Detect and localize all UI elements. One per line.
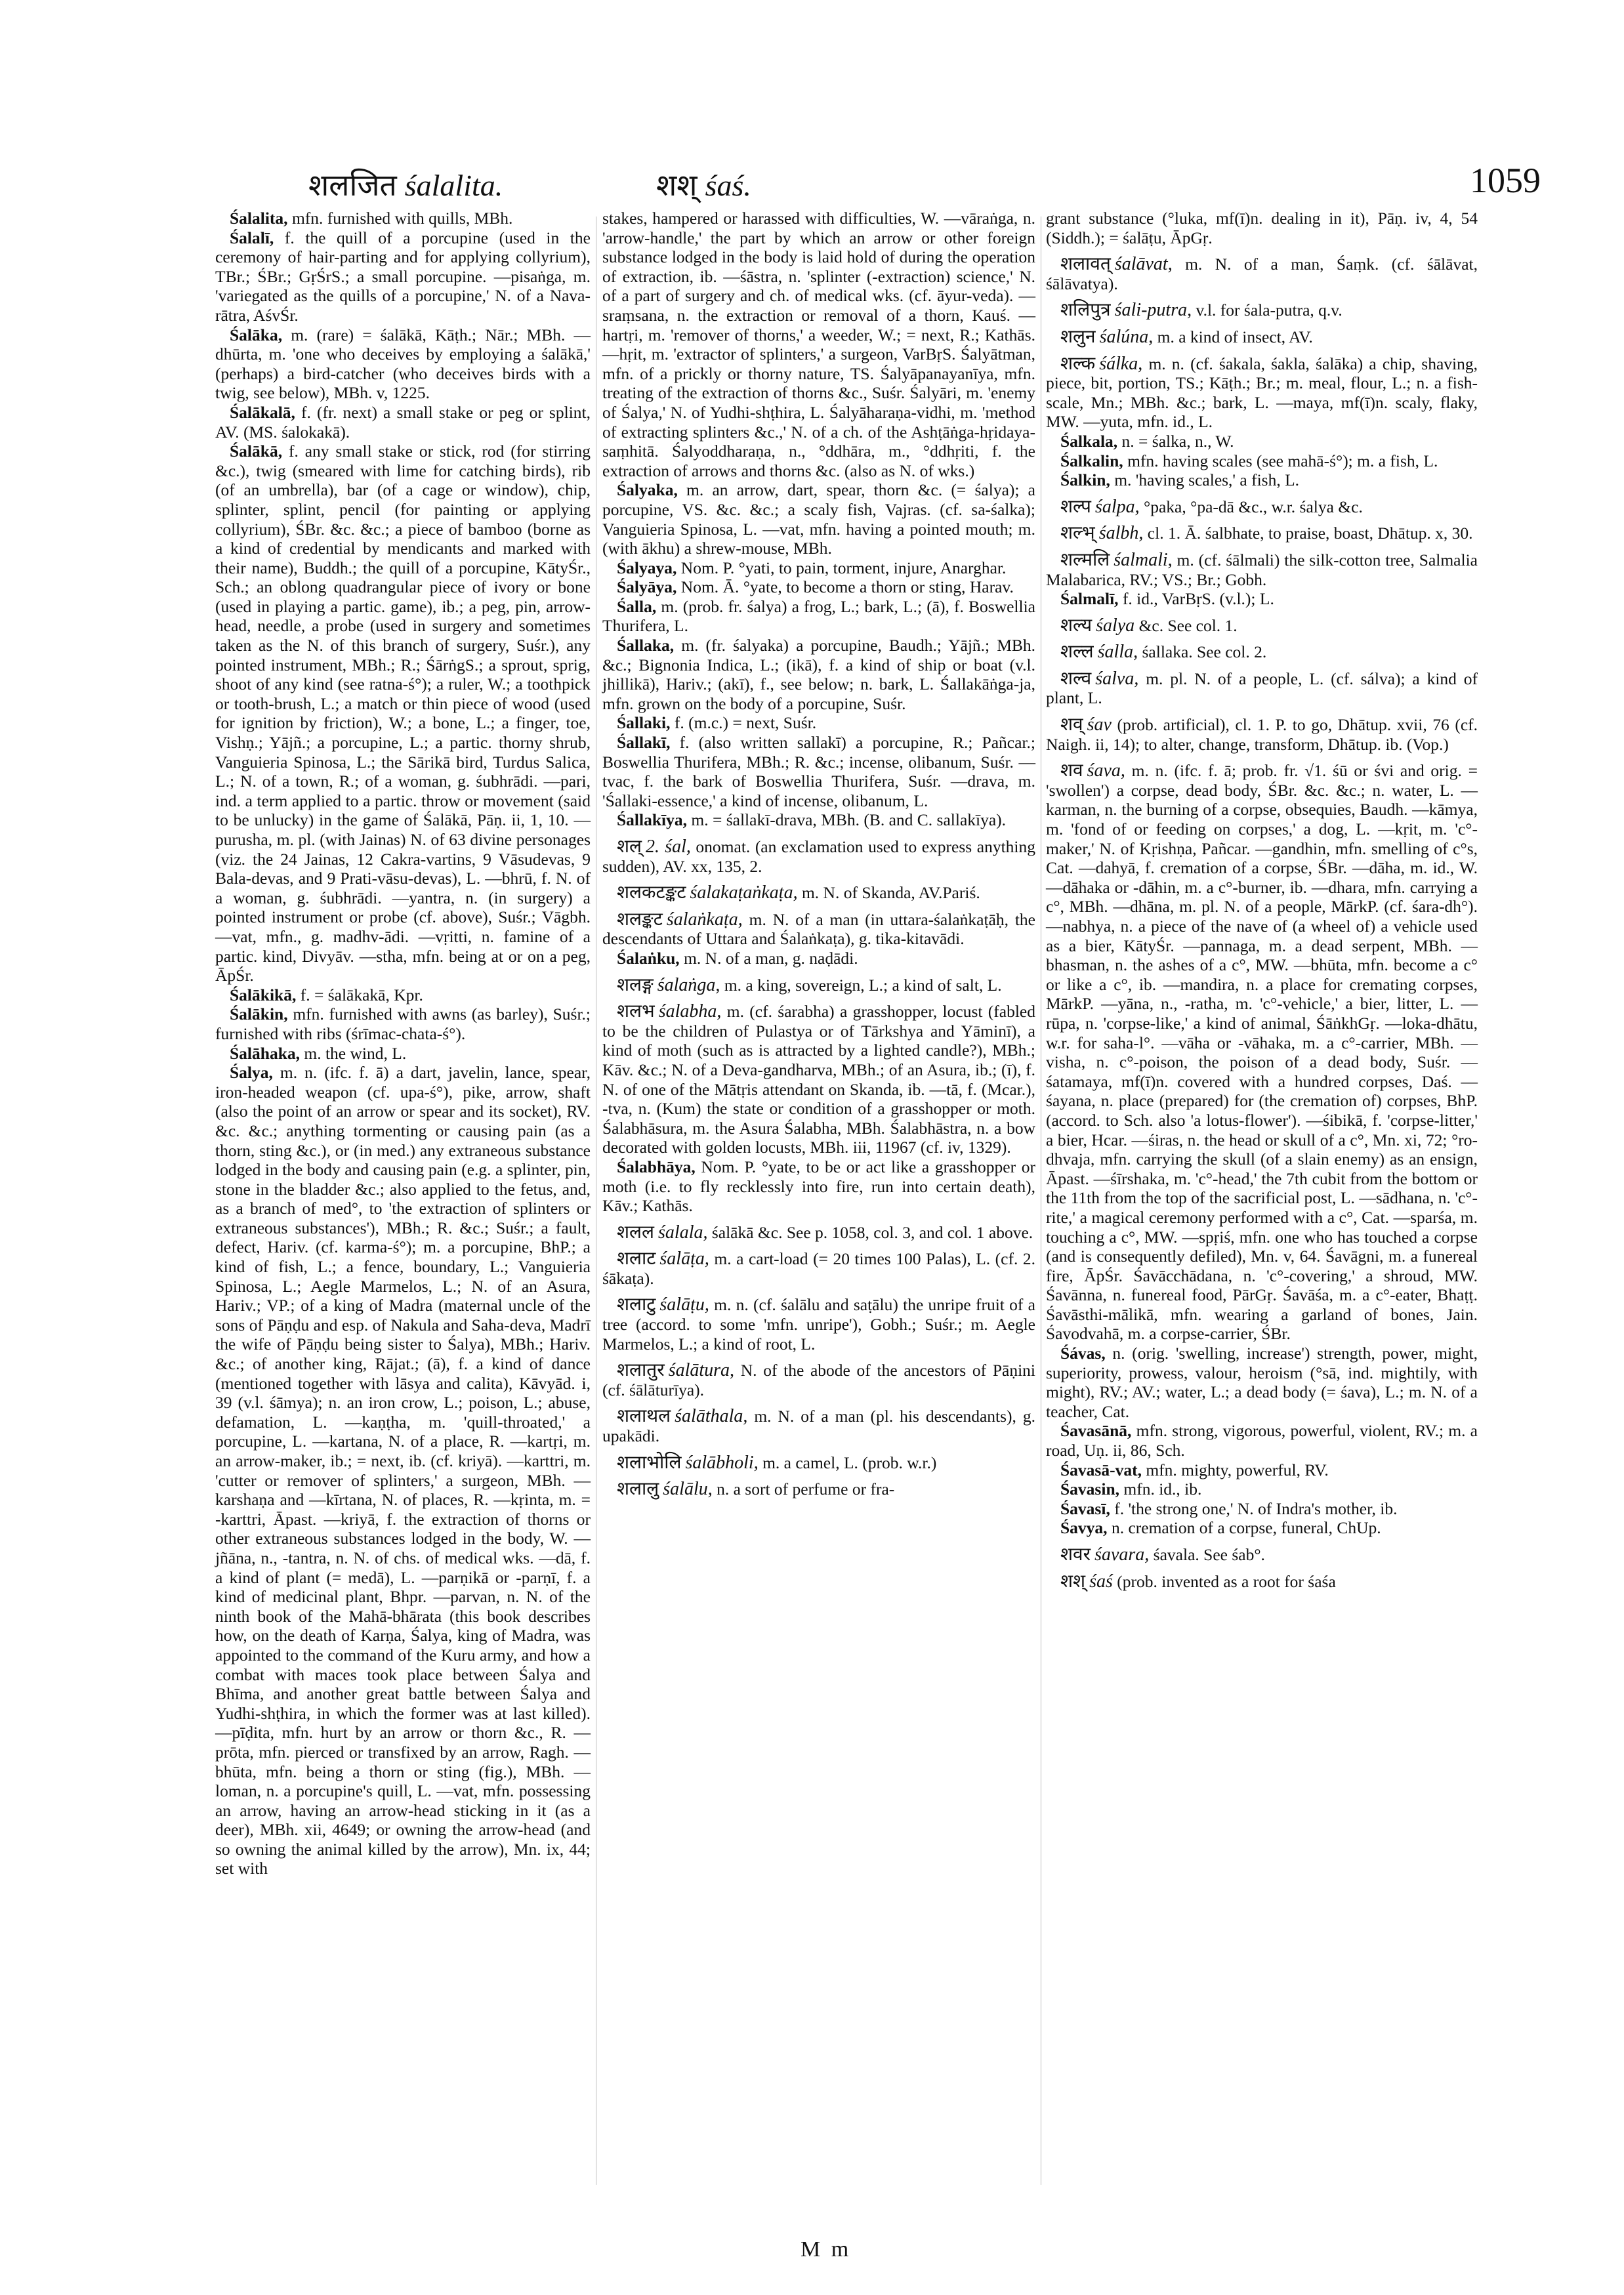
entry-definition: m. (rare) = śalākā, Kāṭh.; Nār.; MBh. —dhūrta, m. 'one who deceives by employing a śalākā,' (perhaps) a bird-catcher (who deceives birds with a twig, see below), MBh. v, 1225. <box>215 325 591 403</box>
entry-headword: Śavasī, <box>1060 1499 1110 1518</box>
entry-headword: Śalāka, <box>230 325 283 344</box>
running-head-left <box>308 164 503 205</box>
dictionary-entry <box>1046 642 1478 662</box>
entry-definition: f. any small stake or stick, rod (for stirring &c.), twig (smeared with lime for catching birds), rib (of an umbrella), bar (of a cage or window), chip, splinter, splint, pencil (for painting or applying collyrium), ŚBr. &c. &c.; a piece of bamboo (borne as a kind of credential by mendicants and marked with their name), Buddh.; the quill of a porcupine, KātyŚr., Sch.; an oblong quadrangular piece of ivory or bone (used in playing a partic. game), ib.; a peg, pin, arrow-head, needle, a probe (used in surgery and sometimes taken as the N. of this branch of surgery, Suśr.), any pointed instrument, MBh.; R.; ŚārṅgS.; a sprout, sprig, shoot of any kind (see ratna-ś°); a ruler, W.; a toothpick or tooth-brush, L.; a match or thin piece of wood (used for ignition by friction), W.; a bone, L.; a finger, toe, Vishṇ.; Yājñ.; a porcupine, L.; a partic. thorny shrub, Vanguieria Spinosa, L.; the Sārikā bird, Turdus Salica, L.; N. of a town, R.; of a woman, g. śubhrādi. —pari, ind. a term applied to a partic. throw or movement (said to be unlucky) in the game of Śalākā, Pāṇ. ii, 1, 10. —purusha, m. pl. (with Jainas) N. of 63 divine personages (viz. the 24 Jainas, 12 Cakra-vartins, 9 Vāsudevas, 9 Bala-devas, and 9 Prati-vāsu-devas), L. —bhrū, f. N. of a woman, g. śubhrādi. —yantra, n. (in surgery) a pointed instrument or probe (cf. above), Suśr.; Vāgbh. —vat, mfn., g. madhv-ādi. —vṛitti, n. famine of a partic. kind, Divyāv. —stha, mfn. being at or on a peg, ĀpŚr. <box>215 442 591 985</box>
entry-headword: Śalalī, <box>230 228 274 247</box>
entry-headword: Śalla, <box>617 596 657 616</box>
dictionary-entry <box>1046 1344 1478 1421</box>
entry-definition: m. (fr. śalyaka) a porcupine, Baudh.; Yājñ.; MBh. &c.; Bignonia Indica, L.; (ikā), f. a kind of ship or boat (v.l. jhillikā), Hariv.; (akī), f., see below; n. bark, L. Śallakāṅga-ja, mfn. grown on the body of a porcupine, Suśr. <box>602 636 1035 713</box>
entry-headword: Śávas, <box>1060 1344 1106 1363</box>
entry-devanagari-headword: शलातुर <box>617 1359 665 1381</box>
entry-definition: Nom. P. °yate, to be or act like a grasshopper or moth (i.e. to fly recklessly into fire, run into certain death), Kāv.; Kathās. <box>602 1157 1035 1216</box>
entry-definition: v.l. for śala-putra, q.v. <box>1192 300 1343 320</box>
entry-headword: Śavasānā, <box>1060 1421 1132 1441</box>
entry-definition: n. = śalka, n., W. <box>1117 431 1234 451</box>
entry-devanagari-headword: शलालु <box>617 1478 659 1500</box>
dictionary-entry <box>1046 550 1478 589</box>
dictionary-entry <box>1046 1571 1478 1592</box>
entry-headword: śalāṭu, <box>659 1294 709 1315</box>
entry-headword: śalātura, <box>668 1360 735 1381</box>
dictionary-entry <box>215 442 591 985</box>
entry-headword: śalāṭa, <box>659 1249 709 1270</box>
entry-devanagari-headword: शलभ <box>617 1000 655 1022</box>
entry-headword: Śalākā, <box>230 442 283 461</box>
dictionary-entry <box>602 975 1035 995</box>
entry-definition: cl. 1. Ā. śalbhate, to praise, boast, Dhātup. x, 30. <box>1143 524 1473 543</box>
dictionary-entry <box>602 713 1035 733</box>
dictionary-entry <box>602 597 1035 636</box>
entry-definition: m. N. of a man, g. naḍādi. <box>679 948 858 968</box>
dictionary-entry <box>215 1004 591 1043</box>
dictionary-entry <box>1046 354 1478 432</box>
entry-headword: Śavasā-vat, <box>1060 1460 1142 1479</box>
entry-definition: onomat. (an exclamation used to express anything sudden), AV. xx, 135, 2. <box>602 837 1035 876</box>
entry-definition: n. cremation of a corpse, funeral, ChUp. <box>1107 1518 1381 1538</box>
dictionary-entry <box>1046 327 1478 347</box>
entry-definition: N. of the abode of the ancestors of Pāṇini (cf. śālāturīya). <box>602 1361 1035 1399</box>
dictionary-entry <box>602 882 1035 903</box>
dictionary-entry <box>215 228 591 325</box>
entry-definition: m. (cf. śarabha) a grasshopper, locust (fabled to be the children of Pulastya or of Tārkshya and Yāminī), a kind of moth (such as is attracted by a lighted candle?), MBh.; Kāv. &c.; N. of a Deva-gandharva, MBh.; of an Asura, ib.; (ī), f. N. of one of the Mātṛis attendant on Skanda, ib. —tā, f. (Mcar.), -tva, n. (Kum) the state or condition of a grasshopper or moth. Śalabhāsura, m. the Asura Śalabha, MBh. Śalabhāstra, n. a bow decorated with golden locusts, MBh. iii, 11967 (cf. iv, 1329). <box>602 1002 1035 1157</box>
entry-headword: Śavasin, <box>1060 1479 1119 1499</box>
entry-headword: Śalkin, <box>1060 470 1110 490</box>
entry-headword: Śallakī, <box>617 733 671 753</box>
entry-headword: śavara, <box>1094 1544 1150 1565</box>
entry-headword: śali-putra, <box>1114 300 1192 321</box>
entry-headword: Śalkala, <box>1060 431 1118 451</box>
entry-headword: śalmali, <box>1114 549 1173 570</box>
entry-devanagari-headword: शलल <box>617 1220 655 1243</box>
entry-definition: m. n. (cf. śalālu and saṭālu) the unripe fruit of a tree (accord. to some 'mfn. unripe'), Gobh.; Suśr.; m. Aegle Marmelos, L.; a kind of root, L. <box>602 1295 1035 1354</box>
column-1 <box>215 209 591 1878</box>
entry-definition: m. N. of a man (in uttara-śalaṅkaṭāḥ, the descendants of Uttara and Śalaṅkaṭa), g. tika-kitavādi. <box>602 909 1035 949</box>
entry-devanagari-headword: शव् <box>1060 713 1083 735</box>
entry-headword: Śalyaya, <box>617 558 677 577</box>
running-head-center-devanagari: शश् <box>656 169 697 202</box>
entry-definition: °paka, °pa-dā &c., w.r. śalya &c. <box>1139 497 1363 516</box>
entry-definition: m. the wind, L. <box>300 1043 407 1063</box>
dictionary-entry <box>602 480 1035 558</box>
entry-devanagari-headword: शश् <box>1060 1569 1086 1592</box>
dictionary-entry <box>1046 497 1478 517</box>
entry-definition: śavala. See śab°. <box>1149 1545 1265 1564</box>
dictionary-entry <box>1046 300 1478 320</box>
entry-definition: m. a cart-load (= 20 times 100 Palas), L. (cf. 2. śākaṭa). <box>602 1249 1035 1288</box>
dictionary-entry <box>215 1044 591 1064</box>
entry-devanagari-headword: शल्प <box>1060 495 1091 517</box>
entry-headword: śalla, <box>1097 642 1138 663</box>
entry-definition: m. n. (ifc. f. ā; prob. fr. √1. śū or śvi and orig. = 'swollen') a corpse, dead body, ŚBr. &c. &c.; n. water, L. —karman, n. the burning of a corpse, obsequies, Baudh. —kāmya, m. 'fond of or feeding on corpses,' a dog, L. —kṛit, m. 'c°-maker,' N. of Kṛishṇa, Pañcar. —gandhin, mfn. smelling of c°s, Cat. —dahyā, f. cremation of a corpse, ŚBr. —dāha, m. id., W. —dāhaka or -dāhin, m. a c°-burner, ib. —dhara, mfn. carrying a c°, MBh. —dhāna, m. pl. N. of a people, MārkP. (cf. śara-dh°). —nabhya, n. a piece of the nave of (a wheel of) a vehicle used as a bier, KātyŚr. —pannaga, m. a dead serpent, MBh. —bhasman, n. the ashes of a c°, MW. —bhūta, mfn. become a c° or like a c°, ib. —mandira, n. a place for cremating corpses, MārkP. —yāna, n., -ratha, m. 'c°-vehicle,' a bier, litter, L. —rūpa, n. 'corpse-like,' a kind of animal, ŚāṅkhGṛ. —loka-dhātu, w.r. for saha-l°. —vāha or -vāhaka, m. a c°-carrier, MBh. —visha, n. c°-poison, the poison of a dead body, Suśr. —śatamaya, mf(ī)n. covered with a hundred corpses, Daś. —śayana, n. place (prepared) for (the cremation of) corpses, BhP. (accord. to Sch. also 'a lotus-flower'). —śibikā, f. 'corpse-litter,' a bier, Hcar. —śiras, n. the head or skull of a c°, Mn. xi, 72; °ro-dhvaja, mfn. carrying the skull (of a slain enemy) as an ensign, Āpast. —śīrshaka, m. 'c°-head,' the 7th cubit from the bottom or the 11th from the top of the sacrificial post, L. —sādhana, n. 'c°-rite,' a magical ceremony performed with a c°, Cat. —sparśa, m. touching a c°, MW. —spṛiś, mfn. one who has touched a corpse (and is consequently defiled), Mn. v, 64. Śavāgni, m. a funereal fire, ĀpŚr. Śavācchādana, n. 'c°-covering,' a shroud, MW. Śavānna, n. funereal food, PārGṛ. Śavāśa, m. a c°-eater, Bhaṭṭ. Śavāsthi-mālikā, mfn. wearing a garland of bones, Jain. Śavodvahā, m. a corpse-carrier, ŚBr. <box>1046 761 1478 1344</box>
entry-definition: m. pl. N. of a people, L. (cf. sálva); a kind of plant, L. <box>1046 669 1478 708</box>
dictionary-entry <box>1046 760 1478 1344</box>
entry-devanagari-headword: शल् <box>617 835 642 857</box>
dictionary-entry <box>602 1453 1035 1473</box>
entry-headword: śava, <box>1087 760 1125 781</box>
dictionary-entry <box>1046 669 1478 708</box>
dictionary-entry <box>602 1222 1035 1243</box>
entry-devanagari-headword: शलुन <box>1060 325 1096 347</box>
entry-headword: Śavya, <box>1060 1518 1108 1538</box>
entry-devanagari-headword: शल्क <box>1060 352 1096 374</box>
entry-definition: śallaka. See col. 2. <box>1138 642 1267 662</box>
entry-headword: śalva, <box>1095 668 1139 689</box>
entry-definition: f. the quill of a porcupine (used in the ceremony of hair-parting and for applying collyrium), TBr.; ŚBr.; GṛŚrS.; a small porcupine. —pisaṅga, m. 'variegated as the quills of a porcupine,' N. of a Nava-rātra, AśvŚr. <box>215 228 591 325</box>
dictionary-entry <box>215 403 591 442</box>
dictionary-entry <box>602 558 1035 578</box>
entry-definition: Nom. P. °yati, to pain, torment, injure, Anarghar. <box>677 558 1007 577</box>
running-head-left-devanagari: शलजित <box>308 169 397 202</box>
dictionary-entry <box>1046 615 1478 636</box>
entry-headword: Śallaka, <box>617 636 675 655</box>
entry-definition: m. N. of a man, Śaṃk. (cf. śālāvat, śālāvatya). <box>1046 255 1478 293</box>
entry-headword: śálka, <box>1099 353 1143 374</box>
dictionary-entry <box>215 209 591 228</box>
entry-definition: grant substance (°luka, mf(ī)n. dealing in it), Pāṇ. iv, 4, 54 (Siddh.); = śalāṭu, ĀpGṛ. <box>1046 209 1478 247</box>
entry-devanagari-headword: शलावत् <box>1060 253 1111 275</box>
entry-headword: Śalalita, <box>230 209 288 228</box>
dictionary-entry <box>1046 1544 1478 1565</box>
entry-devanagari-headword: शलाभोलि <box>617 1451 682 1473</box>
dictionary-entry <box>602 577 1035 597</box>
dictionary-entry <box>602 733 1035 810</box>
dictionary-entry <box>1046 470 1478 490</box>
dictionary-entry <box>602 810 1035 830</box>
entry-definition: f. id., VarBṛS. (v.l.); L. <box>1118 589 1274 609</box>
entry-definition: m. = śallakī-drava, MBh. (B. and C. sallakīya). <box>687 810 1007 830</box>
entry-headword: śalala, <box>658 1222 708 1243</box>
entry-definition: m. (cf. śālmali) the silk-cotton tree, Salmalia Malabarica, RV.; VS.; Br.; Gobh. <box>1046 550 1478 589</box>
running-head-center-roman: śaś. <box>705 169 751 202</box>
signature-mark: M m <box>801 2237 852 2262</box>
entry-headword: śalakaṭaṅkaṭa, <box>690 882 798 903</box>
entry-headword: Śalaṅku, <box>617 948 680 968</box>
entry-devanagari-headword: शल्भ् <box>1060 522 1095 544</box>
entry-definition: m. a camel, L. (prob. w.r.) <box>758 1453 937 1472</box>
entry-headword: Śalyāya, <box>617 577 677 597</box>
entry-devanagari-headword: शल्य <box>1060 613 1093 636</box>
dictionary-entry <box>1046 1518 1478 1538</box>
entry-headword: Śallakīya, <box>617 810 687 830</box>
entry-headword: Śalākikā, <box>230 985 297 1004</box>
entry-definition: m. N. of a man (pl. his descendants), g. upakādi. <box>602 1407 1035 1446</box>
entry-headword: śalābholi, <box>685 1452 759 1473</box>
entry-devanagari-headword: शलिपुत्र <box>1060 299 1111 321</box>
entry-devanagari-headword: शवर <box>1060 1543 1091 1565</box>
entry-definition: (prob. invented as a root for śaśa <box>1112 1571 1336 1591</box>
entry-definition: stakes, hampered or harassed with difficulties, W. —vāraṅga, n. 'arrow-handle,' the part by which an arrow or other foreign substance lodged in the body is laid hold of during the operation of extraction, ib. —śāstra, n. 'splinter (-extraction) science,' N. of a part of surgery and ch. of medical wks. (cf. āyur-veda). —sraṃsana, n. the extraction or removal of a thorn, Kauś. —hartṛi, m. 'remover of thorns,' a weeder, W.; = next, R.; Kathās. —hṛit, m. 'extractor of splinters,' a surgeon, VarBṛS. Śalyātman, mfn. of a prickly or thorny nature, TS. Śalyāpanayanīya, mfn. treating of the extraction of thorns &c., Suśr. Śalyāri, m. 'enemy of Śalya,' N. of Yudhi-shṭhira, L. Śalyāharaṇa-vidhi, m. 'method of extracting splinters &c.,' N. of a ch. of the Ashṭāṅga-hṛidaya-saṃhitā. Śalyoddharaṇa, n., °ddhāra, m., °ddhṛiti, f. the extraction of arrows and thorns &c. (also as N. of wks.) <box>602 209 1035 480</box>
dictionary-entry <box>602 949 1035 968</box>
dictionary-entry <box>215 985 591 1005</box>
entry-headword: śalpa, <box>1094 496 1140 517</box>
column-2 <box>602 209 1035 1499</box>
entry-definition: m. a kind of insect, AV. <box>1153 327 1313 346</box>
dictionary-entry <box>602 1249 1035 1288</box>
entry-definition: f. (also written sallakī) a porcupine, R.; Pañcar.; Boswellia Thurifera, MBh.; R. &c.; incense, olibanum, Suśr. —tvac, f. the bark of Boswellia Thurifera, Suśr. —drava, m. 'Śallaki-essence,' a kind of incense, olibanum, L. <box>602 733 1035 810</box>
entry-headword: Śalākin, <box>230 1004 288 1024</box>
entry-definition: m. N. of Skanda, AV.Pariś. <box>797 883 980 903</box>
entry-definition: mfn. mighty, powerful, RV. <box>1141 1460 1329 1479</box>
entry-definition: &c. See col. 1. <box>1135 615 1238 635</box>
entry-definition: mfn. furnished with quills, MBh. <box>287 209 513 228</box>
dictionary-entry <box>1046 254 1478 293</box>
entry-headword: śalaṅkaṭa, <box>666 909 743 930</box>
entry-definition: mfn. strong, vigorous, powerful, violent, RV.; m. a road, Uṇ. ii, 86, Sch. <box>1046 1421 1478 1460</box>
dictionary-entry <box>1046 714 1478 754</box>
dictionary-entry <box>215 1063 591 1878</box>
entry-headword: śalāthala, <box>675 1406 748 1427</box>
dictionary-entry <box>1046 209 1478 247</box>
dictionary-entry <box>1046 523 1478 543</box>
entry-headword: śalāvat, <box>1114 254 1173 275</box>
entry-definition: m. n. (ifc. f. ā) a dart, javelin, lance, spear, iron-headed weapon (cf. upa-ś°), pike, arrow, shaft (also the point of an arrow or spear and its socket), RV. &c. &c.; anything tormenting or causing pain (as a thorn, sting &c.), or (in med.) any extraneous substance lodged in the body and causing pain (e.g. a splinter, pin, stone in the bladder &c.; also applied to the fetus, and, as a branch of med°, to 'the extraction of splinters or extraneous substances'), MBh.; R. &c.; Suśr.; a fault, defect, Hariv. (cf. karma-ś°); m. a porcupine, BhP.; a kind of fish, L.; a fence, boundary, L.; Vanguieria Spinosa, L.; Aegle Marmelos, L.; N. of an Asura, Hariv.; VP.; of a king of Madra (maternal uncle of the sons of Pāṇḍu and esp. of Nakula and Saha-deva, Madrī the wife of Pāṇḍu being sister to Śalya), MBh.; Hariv. &c.; of another king, Rājat.; (ā), f. a kind of dance (mentioned together with lāsya and calita), Kāvyād. i, 39 (v.l. śāmya); n. an iron crow, L.; poison, L.; abuse, defamation, L. —kaṇṭha, m. 'quill-throated,' a porcupine, L. —kartana, N. of a place, R. —kartṛi, m. an arrow-maker, ib.; = next, ib. (cf. kriyā). —karttri, m. 'cutter or remover of splinters,' a surgeon, MBh. —karshaṇa and —kīrtana, N. of places, R. —kṛinta, m. = -karttri, Āpast. —kriyā, f. the extraction of thorns or other extraneous substances lodged in the body, W. —jñāna, n., -tantra, n. N. of chs. of medical wks. —dā, f. a kind of plant (= medā), L. —parṇikā or -parṇī, f. a kind of medicinal plant, Bhpr. —parvan, n. N. of the ninth book of the Mahā-bhārata (this book describes how, on the death of Karṇa, Śalya, king of Madra, was appointed to the command of the Kuru army, and how a combat with maces took place between Śalya and Bhīma, and another great battle between Śalya and Yudhi-shṭhira, in which the former was at last killed). —pīḍita, mfn. hurt by an arrow or thorn &c., R. —prōta, mfn. pierced or transfixed by an arrow, Ragh. —bhūta, mfn. being a thorn or sting (fig.), MBh. —loman, n. a porcupine's quill, L. —vat, mfn. possessing an arrow, having an arrow-head sticking in it (as a deer), MBh. xii, 4649; or owning the arrow-head (and so owning the animal killed by the arrow), Mn. ix, 44; set with <box>215 1063 591 1878</box>
entry-definition: (prob. artificial), cl. 1. P. to go, Dhātup. xvii, 76 (cf. Naigh. ii, 14); to alter, change, transform, Dhātup. ib. (Vop.) <box>1046 715 1478 754</box>
entry-devanagari-headword: शल्ल <box>1060 640 1094 663</box>
entry-headword: Śalyaka, <box>617 480 678 500</box>
dictionary-entry <box>1046 589 1478 609</box>
dictionary-entry <box>602 1406 1035 1445</box>
entry-definition: m. n. (cf. śakala, śakla, śalāka) a chip, shaving, piece, bit, portion, TS.; Kāṭh.; Br.; m. meal, flour, L.; n. a fish-scale, Mn.; MBh. &c.; bark, L. —maya, mf(ī)n. scaly, flaky, MW. —yuta, mfn. id., L. <box>1046 354 1478 432</box>
dictionary-entry <box>602 1001 1035 1157</box>
running-head-center <box>656 164 751 205</box>
entry-definition: n. a sort of perfume or fra- <box>712 1479 895 1499</box>
dictionary-entry <box>1046 432 1478 451</box>
entry-devanagari-headword: शलङ्कट <box>617 907 663 930</box>
column-3 <box>1046 209 1478 1591</box>
entry-devanagari-headword: शलाटु <box>617 1293 656 1315</box>
entry-headword: Śalkalin, <box>1060 451 1123 470</box>
entry-headword: Śalmalī, <box>1060 589 1119 609</box>
entry-definition: mfn. id., ib. <box>1119 1479 1202 1499</box>
entry-headword: Śalabhāya, <box>617 1157 696 1176</box>
dictionary-entry <box>602 909 1035 949</box>
dictionary-entry <box>602 636 1035 713</box>
entry-devanagari-headword: शलङ्ग <box>617 973 654 995</box>
entry-headword: śav <box>1087 714 1112 735</box>
entry-devanagari-headword: शलाथल <box>617 1405 671 1427</box>
dictionary-entry <box>215 325 591 403</box>
dictionary-entry <box>1046 1499 1478 1519</box>
entry-headword: Śalya, <box>230 1063 273 1083</box>
dictionary-entry <box>1046 1479 1478 1499</box>
entry-definition: mfn. furnished with awns (as barley), Suśr.; furnished with ribs (śrīmac-chata-ś°). <box>215 1004 591 1043</box>
entry-definition: f. 'the strong one,' N. of Indra's mother, ib. <box>1110 1499 1398 1518</box>
dictionary-entry <box>1046 1460 1478 1480</box>
entry-definition: m. (prob. fr. śalya) a frog, L.; bark, L.; (ā), f. Boswellia Thurifera, L. <box>602 596 1035 636</box>
entry-definition: f. (m.c.) = next, Suśr. <box>670 713 817 733</box>
entry-headword: Śalākalā, <box>230 402 295 422</box>
dictionary-entry <box>602 837 1035 876</box>
entry-devanagari-headword: शलाट <box>617 1247 656 1270</box>
entry-devanagari-headword: शल्व <box>1060 667 1092 689</box>
entry-definition: śalākā &c. See p. 1058, col. 3, and col. 1 above. <box>707 1222 1033 1242</box>
entry-headword: 2. śal, <box>646 837 691 857</box>
entry-definition: mfn. having scales (see mahā-ś°); m. a fish, L. <box>1123 451 1438 470</box>
entry-definition: n. (orig. 'swelling, increase') strength, power, might, superiority, prowess, valour, heroism (°sā, ind. mightily, with might), RV.; AV.; water, L.; a dead body (= śava), L.; m. N. of a teacher, Cat. <box>1046 1344 1478 1421</box>
entry-headword: Śalāhaka, <box>230 1043 301 1063</box>
entry-definition: m. 'having scales,' a fish, L. <box>1110 470 1300 490</box>
entry-headword: śalaṅga, <box>657 974 720 995</box>
entry-headword: śalúna, <box>1099 326 1154 347</box>
entry-definition: m. an arrow, dart, spear, thorn &c. (= śalya); a porcupine, VS. &c. &c.; a scaly fish, Vajras. (cf. sa-śalka); Vanguieria Spinosa, L. —vat, mfn. having a pointed mouth; m. (with ākhu) a shrew-mouse, MBh. <box>602 480 1035 558</box>
entry-headword: Śallaki, <box>617 713 671 733</box>
entry-definition: Nom. Ā. °yate, to become a thorn or sting, Harav. <box>677 577 1014 597</box>
running-head-left-roman: śalalita. <box>404 169 503 202</box>
dictionary-entry <box>602 1294 1035 1354</box>
dictionary-entry <box>1046 1421 1478 1460</box>
entry-devanagari-headword: शल्मलि <box>1060 548 1110 570</box>
entry-definition: f. = śalākakā, Kpr. <box>296 985 423 1004</box>
dictionary-entry <box>602 1479 1035 1499</box>
page-number: 1059 <box>1470 161 1541 200</box>
entry-headword: śaś <box>1089 1571 1113 1592</box>
entry-headword: śalālu, <box>663 1479 713 1500</box>
entry-devanagari-headword: शव <box>1060 759 1083 781</box>
entry-definition: m. a king, sovereign, L.; a kind of salt, L. <box>720 975 1002 995</box>
entry-definition: f. (fr. next) a small stake or peg or splint, AV. (MS. śalokakā). <box>215 402 591 442</box>
entry-headword: śalya <box>1096 615 1135 636</box>
dictionary-entry <box>602 1157 1035 1216</box>
dictionary-entry <box>602 209 1035 480</box>
entry-headword: śalabha, <box>658 1001 722 1022</box>
dictionary-entry <box>602 1360 1035 1399</box>
dictionary-entry <box>1046 451 1478 471</box>
entry-devanagari-headword: शलकटङ्कट <box>617 881 686 903</box>
entry-headword: śalbh, <box>1098 523 1144 544</box>
